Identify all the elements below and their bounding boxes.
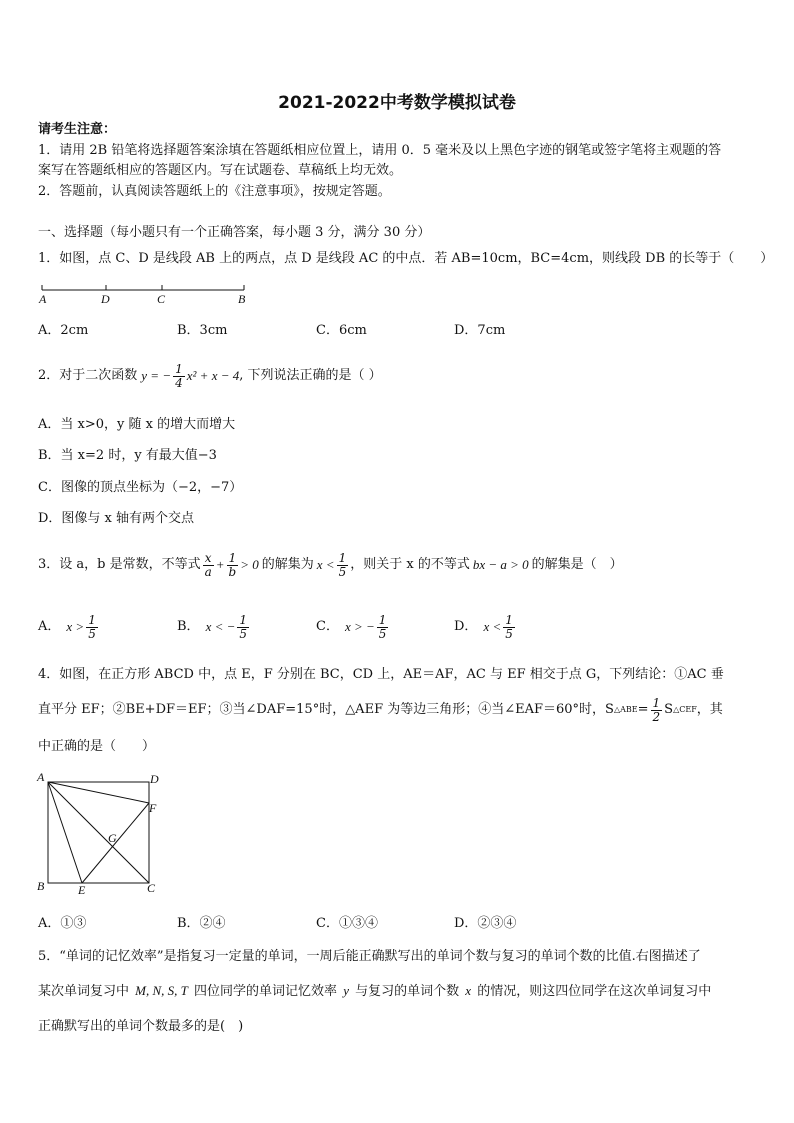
q4-square-figure bbox=[36, 770, 166, 898]
q1-point-a-label: A bbox=[39, 292, 47, 306]
q4-label-b: B bbox=[37, 879, 45, 893]
q3-f2-num: 1 bbox=[227, 552, 239, 566]
q3-f1-den: a bbox=[204, 564, 212, 579]
q3-stem bbox=[38, 547, 623, 583]
q3-option-c-fraction bbox=[377, 614, 389, 641]
q4-option-b[interactable]: B．②④ bbox=[177, 916, 226, 931]
q3-option-d[interactable] bbox=[454, 609, 517, 645]
q2-expr-rhs: x² + x − 4 bbox=[186, 368, 240, 383]
q2-expr-lhs: y = − bbox=[141, 368, 172, 383]
q3-solution-fraction bbox=[337, 552, 349, 579]
q4-s2: S bbox=[664, 702, 674, 717]
q5-vars: M, N, S, T bbox=[135, 983, 188, 998]
q4-eq: = bbox=[637, 702, 649, 717]
q3-f2-den: b bbox=[228, 564, 237, 579]
q5-y: y bbox=[343, 983, 349, 998]
q2-frac-den: 4 bbox=[175, 375, 183, 390]
q3-option-a-fraction bbox=[86, 614, 98, 641]
q3-f1-num: x bbox=[203, 552, 214, 566]
q3-option-b-lhs: x < − bbox=[205, 619, 236, 634]
q4-option-d[interactable]: D．②③④ bbox=[454, 916, 517, 931]
q4-line-1: 4．如图，在正方形 ABCD 中，点 E，F 分别在 BC，CD 上，AE＝AF，AC 与 EF 相交于点 G，下列结论：①AC 垂 bbox=[38, 667, 724, 682]
q1-point-b-label: B bbox=[238, 292, 246, 306]
notice-line-3: 2．答题前，认真阅读答题纸上的《注意事项》，按规定答题。 bbox=[38, 184, 391, 199]
q2-stem bbox=[38, 358, 382, 394]
q4-line-2a: 直平分 EF；②BE+DF＝EF；③当∠DAF=15°时，△AEF 为等边三角形；④当∠EAF＝60°时，S bbox=[38, 702, 614, 717]
page-title: 2021-2022中考数学模拟试卷 bbox=[278, 93, 516, 113]
q4-label-g: G bbox=[108, 831, 117, 845]
q3-gt0: > 0 bbox=[240, 557, 259, 572]
q5-line-2c: 与复习的单词个数 bbox=[355, 984, 460, 999]
q3-option-d-num: 1 bbox=[505, 612, 513, 627]
q5-line-2 bbox=[38, 982, 711, 1001]
q3-prefix: 3．设 a，b 是常数，不等式 bbox=[38, 557, 201, 572]
q1-option-a[interactable]: A．2cm bbox=[38, 323, 89, 338]
q3-sol-den: 5 bbox=[338, 564, 347, 579]
q4-label-c: C bbox=[147, 881, 156, 895]
q4-option-a[interactable]: A．①③ bbox=[38, 916, 87, 931]
q3-option-b-fraction bbox=[237, 614, 249, 641]
q3-option-a[interactable] bbox=[38, 609, 100, 645]
q1-option-c[interactable]: C．6cm bbox=[316, 323, 367, 338]
q3-option-a-lhs: x > bbox=[66, 619, 85, 634]
q3-mid2: ，则关于 x 的不等式 bbox=[350, 557, 470, 572]
q2-frac-num: 1 bbox=[175, 361, 183, 376]
q3-option-b-label: B． bbox=[177, 619, 200, 634]
q2-option-c[interactable]: C．图像的顶点坐标为（−2，−7） bbox=[38, 480, 243, 495]
q3-option-b-den: 5 bbox=[239, 626, 248, 641]
q3-option-b-num: 1 bbox=[239, 612, 248, 627]
q3-plus: + bbox=[215, 557, 225, 572]
q5-line-2d: 的情况，则这四位同学在这次单词复习中 bbox=[477, 984, 712, 999]
q3-option-b[interactable] bbox=[177, 609, 251, 645]
q3-mid1: 的解集为 bbox=[261, 557, 314, 572]
q3-option-a-label: A． bbox=[38, 619, 61, 634]
q5-line-2b: 四位同学的单词记忆效率 bbox=[194, 984, 338, 999]
q3-option-d-den: 5 bbox=[505, 626, 513, 641]
q4-label-d: D bbox=[150, 772, 159, 786]
q3-option-c-num: 1 bbox=[378, 612, 387, 627]
q2-option-a[interactable]: A．当 x>0，y 随 x 的增大而增大 bbox=[38, 417, 236, 432]
q1-point-c-label: C bbox=[157, 292, 166, 306]
q3-option-c[interactable] bbox=[316, 609, 390, 645]
q3-option-c-label: C． bbox=[316, 619, 339, 634]
q4-line-2 bbox=[38, 692, 723, 728]
q2-prefix: 2．对于二次函数 bbox=[38, 368, 138, 383]
section-heading: 一、选择题（每小题只有一个正确答案，每小题 3 分，满分 30 分） bbox=[38, 225, 431, 240]
q4-fraction bbox=[651, 697, 663, 724]
q4-sub-cef: △CEF bbox=[673, 705, 697, 714]
q1-stem: 1．如图，点 C、D 是线段 AB 上的两点，点 D 是线段 AC 的中点．若 AB=10cm，BC=4cm，则线段 DB 的长等于（ ） bbox=[38, 251, 774, 266]
q2-option-d[interactable]: D．图像与 x 轴有两个交点 bbox=[38, 511, 195, 526]
q4-label-f: F bbox=[149, 801, 157, 815]
q4-label-a: A bbox=[37, 770, 45, 784]
q4-option-c[interactable]: C．①③④ bbox=[316, 916, 378, 931]
q4-line-2b: ，其 bbox=[696, 702, 723, 717]
q3-option-d-label: D． bbox=[454, 619, 478, 634]
q4-line-3: 中正确的是（ ） bbox=[38, 739, 156, 754]
q3-option-d-lhs: x < bbox=[483, 619, 502, 634]
q3-solution-lhs: x < bbox=[316, 557, 335, 572]
q3-option-c-lhs: x > − bbox=[344, 619, 375, 634]
q3-option-a-num: 1 bbox=[88, 612, 96, 627]
q3-fraction-1 bbox=[203, 552, 214, 579]
q2-option-b[interactable]: B．当 x=2 时，y 有最大值−3 bbox=[38, 448, 217, 463]
q4-label-e: E bbox=[78, 883, 86, 897]
q5-line-2a: 某次单词复习中 bbox=[38, 984, 130, 999]
q1-segment-figure bbox=[38, 282, 253, 306]
q5-line-1: 5．“单词的记忆效率”是指复习一定量的单词，一周后能正确默写出的单词个数与复习的单词个数的比值.右图描述了 bbox=[38, 949, 701, 964]
q5-x: x bbox=[465, 983, 472, 998]
q2-fraction bbox=[173, 363, 185, 390]
q3-sol-num: 1 bbox=[338, 550, 347, 565]
q2-suffix: , 下列说法正确的是（ ） bbox=[239, 368, 382, 383]
q4-frac-num: 1 bbox=[652, 695, 661, 710]
q3-suffix: 的解集是（ ） bbox=[531, 557, 623, 572]
q4-sub-abe: △ABE bbox=[613, 705, 638, 714]
q4-frac-den: 2 bbox=[652, 709, 661, 724]
q3-option-c-den: 5 bbox=[378, 626, 387, 641]
q3-fraction-2 bbox=[227, 552, 239, 579]
q3-option-a-den: 5 bbox=[88, 626, 96, 641]
q3-inequality: bx − a > 0 bbox=[472, 557, 529, 572]
notice-line-1: 1．请用 2B 铅笔将选择题答案涂填在答题纸相应位置上，请用 0．5 毫米及以上黑色字迹的钢笔或签字笔将主观题的答 bbox=[38, 143, 722, 158]
q1-option-b[interactable]: B．3cm bbox=[177, 323, 228, 338]
notice-line-2: 案写在答题纸相应的答题区内。写在试题卷、草稿纸上均无效。 bbox=[38, 163, 403, 178]
notice-heading: 请考生注意： bbox=[38, 122, 117, 137]
q5-line-3: 正确默写出的单词个数最多的是( ) bbox=[38, 1019, 244, 1034]
q3-option-d-fraction bbox=[503, 614, 515, 641]
q1-option-d[interactable]: D．7cm bbox=[454, 323, 506, 338]
q1-point-d-label: D bbox=[101, 292, 110, 306]
